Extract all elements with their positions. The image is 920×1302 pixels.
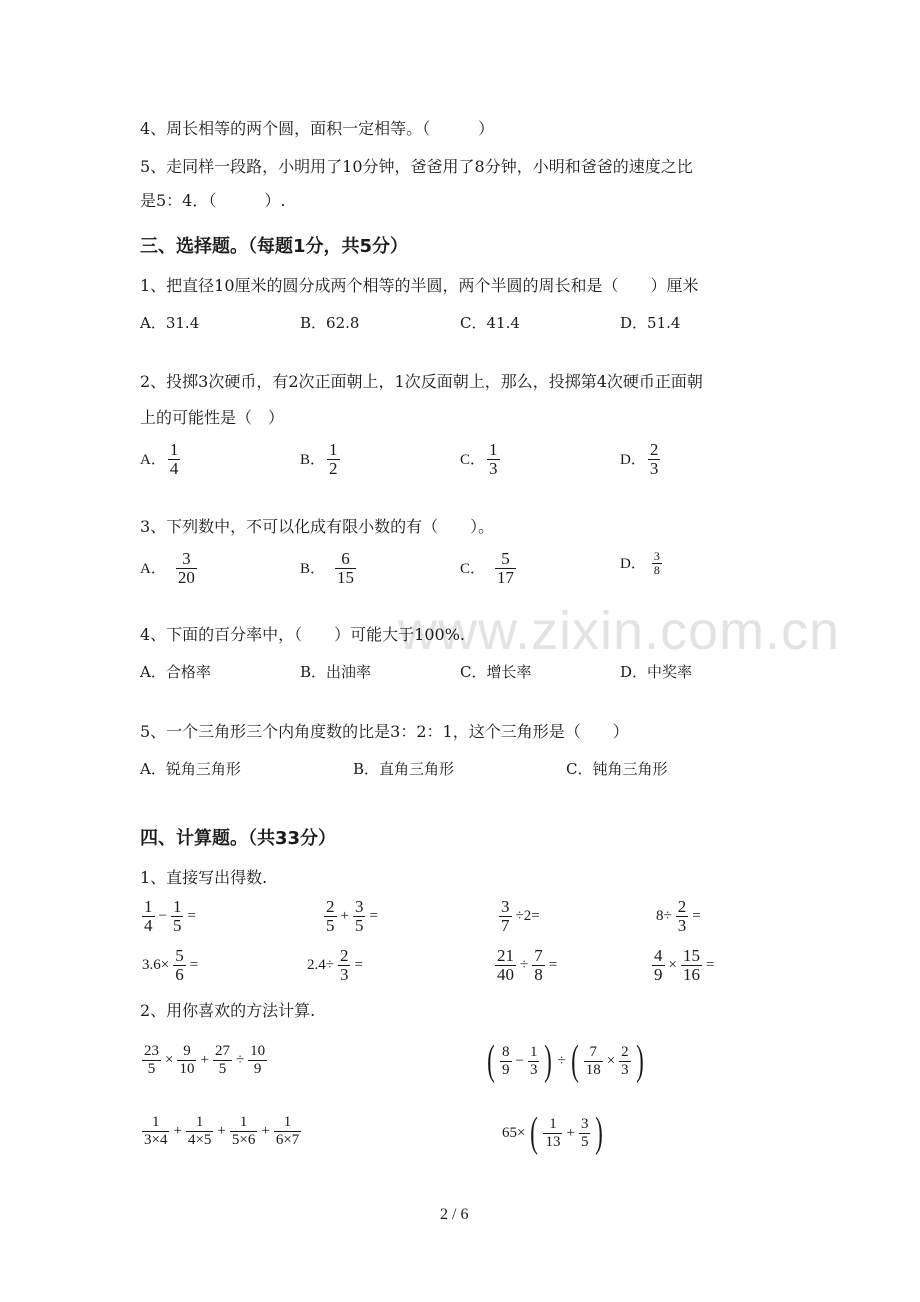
- direct-calc-e: 3.6× $\frac{5}{6}$ =: [142, 946, 199, 984]
- fraction: $\frac{1}{4}$: [144, 897, 153, 935]
- option-label: B．: [300, 451, 326, 468]
- fraction: $\frac{15}{16}$: [682, 946, 700, 984]
- direct-calc-h: $\frac{4}{9}$ × $\frac{15}{16}$ =: [654, 946, 715, 984]
- direct-calc-c: $\frac{3}{7}$ ÷2=: [501, 897, 540, 935]
- section-heading-calculation: 四、计算题。（共33分）: [140, 828, 337, 849]
- choice-q2-option-a: [140, 441, 182, 478]
- fraction: $\frac{1}{13}$: [545, 1115, 561, 1150]
- choice-q1-text: 1、把直径10厘米的圆分成两个相等的半圆，两个半圆的周长和是（ ）厘米: [140, 276, 699, 295]
- choice-q5-text: 5、一个三角形三个内角度数的比是3：2：1，这个三角形是（ ）: [140, 722, 629, 741]
- choice-q4-option-c: C．增长率: [460, 663, 532, 681]
- choice-q4-option-b: B．出油率: [300, 663, 372, 681]
- fraction: $\frac{1}{3}$: [489, 440, 498, 478]
- fraction: $\frac{21}{40}$: [497, 946, 514, 984]
- fraction: $\frac{2}{3}$: [677, 897, 687, 935]
- choice-q2-option-c: [460, 441, 502, 478]
- fraction: $\frac{1}{4\times 5}$: [187, 1114, 212, 1148]
- choice-q4-text: 4、下面的百分率中，（ ）可能大于100%.: [140, 625, 466, 644]
- fraction: $\frac{1}{5\times 6}$: [231, 1114, 256, 1148]
- fraction: $\frac{4}{9}$: [654, 946, 663, 984]
- method-calc-1: $\frac{23}{5}$ × $\frac{9}{10}$ + $\frac{27}{5}$ ÷ $\frac{10}{9}$: [144, 1043, 266, 1077]
- choice-q1-option-a: A．31.4: [140, 314, 200, 332]
- fraction: $\frac{7}{18}$: [585, 1043, 601, 1078]
- fraction: $\frac{3}{8}$: [653, 549, 660, 577]
- fraction: $\frac{10}{9}$: [250, 1043, 266, 1077]
- judge-item-5-line1: 5、走同样一段路，小明用了10分钟，爸爸用了8分钟，小明和爸爸的速度之比: [140, 157, 693, 176]
- option-label: B．: [300, 560, 326, 577]
- fraction: $\frac{1}{2}$: [329, 440, 338, 478]
- choice-q4-option-d: D．中奖率: [620, 663, 693, 681]
- fraction: $\frac{1}{6\times 7}$: [275, 1114, 300, 1148]
- fraction: $\frac{1}{3}$: [529, 1043, 538, 1078]
- option-label: A．: [140, 560, 166, 577]
- choice-q1-option-d: D．51.4: [620, 314, 681, 332]
- choice-q2-line1: 2、投掷3次硬币，有2次正面朝上，1次反面朝上，那么，投掷第4次硬币正面朝: [140, 372, 703, 391]
- fraction: $\frac{3}{5}$: [580, 1115, 589, 1150]
- fraction: $\frac{8}{9}$: [502, 1043, 510, 1078]
- option-label: D．: [620, 451, 646, 468]
- option-label: C．: [460, 560, 486, 577]
- fraction: $\frac{3}{7}$: [501, 897, 510, 935]
- choice-q3-text: 3、下列数中，不可以化成有限小数的有（ ）。: [140, 517, 495, 536]
- fraction: $\frac{1}{4}$: [169, 440, 179, 478]
- fraction: $\frac{6}{15}$: [337, 549, 355, 587]
- direct-calc-d: 8÷ $\frac{2}{3}$ =: [656, 897, 701, 935]
- method-calc-2: ( $\frac{8}{9}$ − $\frac{1}{3}$ ) ÷ ( $\frac{7}{18}$ × $\frac{2}{3}$ ): [487, 1038, 644, 1084]
- section-heading-choice: 三、选择题。（每题1分，共5分）: [140, 236, 409, 257]
- fraction: $\frac{5}{17}$: [497, 549, 515, 587]
- fraction: $\frac{27}{5}$: [214, 1043, 230, 1077]
- choice-q2-option-d: [620, 441, 662, 478]
- choice-q3-option-b: [300, 550, 358, 587]
- watermark: www.zixin.com.cn: [398, 601, 841, 661]
- judge-item-5-line2: 是5：4．（ ）.: [140, 191, 286, 210]
- choice-q1-option-c: C．41.4: [460, 314, 520, 332]
- direct-calc-g: $\frac{21}{40}$ ÷ $\frac{7}{8}$ =: [497, 946, 558, 984]
- choice-q5-option-c: C．钝角三角形: [566, 760, 668, 778]
- choice-q3-option-c: [460, 550, 518, 587]
- direct-calc-b: $\frac{2}{5}$ + $\frac{3}{5}$ =: [326, 897, 378, 935]
- judge-item-4: 4、周长相等的两个圆，面积一定相等。（ ）: [140, 119, 495, 138]
- method-calc-3: $\frac{1}{3\times 4}$ + $\frac{1}{4\times 5}$ + $\frac{1}{5\times 6}$ + $\frac{1}{6\times 7}$: [144, 1114, 300, 1148]
- fraction: $\frac{2}{5}$: [326, 897, 335, 935]
- fraction: $\frac{2}{3}$: [621, 1043, 629, 1078]
- fraction: $\frac{23}{5}$: [144, 1043, 159, 1077]
- fraction: $\frac{3}{20}$: [177, 549, 195, 587]
- option-label: C．: [460, 451, 486, 468]
- fraction: $\frac{2}{3}$: [339, 946, 349, 984]
- calc-q2-text: 2、用你喜欢的方法计算.: [140, 1001, 316, 1020]
- choice-q1-option-b: B．62.8: [300, 314, 360, 332]
- fraction: $\frac{2}{3}$: [649, 440, 659, 478]
- choice-q5-option-b: B．直角三角形: [353, 760, 455, 778]
- choice-q3-option-a: [140, 550, 199, 587]
- choice-q5-option-a: A．锐角三角形: [140, 760, 241, 778]
- fraction: $\frac{5}{6}$: [175, 946, 184, 984]
- fraction: $\frac{3}{5}$: [354, 897, 364, 935]
- fraction: $\frac{1}{3\times 4}$: [144, 1114, 168, 1148]
- option-label: D．: [620, 555, 646, 572]
- direct-calc-a: $\frac{1}{4}$ − $\frac{1}{5}$ =: [144, 897, 196, 935]
- choice-q2-option-b: [300, 441, 342, 478]
- calc-q1-text: 1、直接写出得数.: [140, 868, 268, 887]
- choice-q2-line2: 上的可能性是（ ）: [140, 408, 285, 427]
- choice-q3-option-d: [620, 550, 664, 577]
- choice-q4-option-a: A．合格率: [140, 663, 211, 681]
- option-label: A．: [140, 451, 166, 468]
- direct-calc-f: 2.4÷ $\frac{2}{3}$ =: [307, 946, 363, 984]
- page-number: 2 / 6: [440, 1206, 469, 1223]
- method-calc-4: 65× ( $\frac{1}{13}$ + $\frac{3}{5}$ ): [502, 1110, 604, 1156]
- fraction: $\frac{1}{5}$: [172, 897, 182, 935]
- fraction: $\frac{7}{8}$: [534, 946, 543, 984]
- fraction: $\frac{9}{10}$: [179, 1043, 195, 1077]
